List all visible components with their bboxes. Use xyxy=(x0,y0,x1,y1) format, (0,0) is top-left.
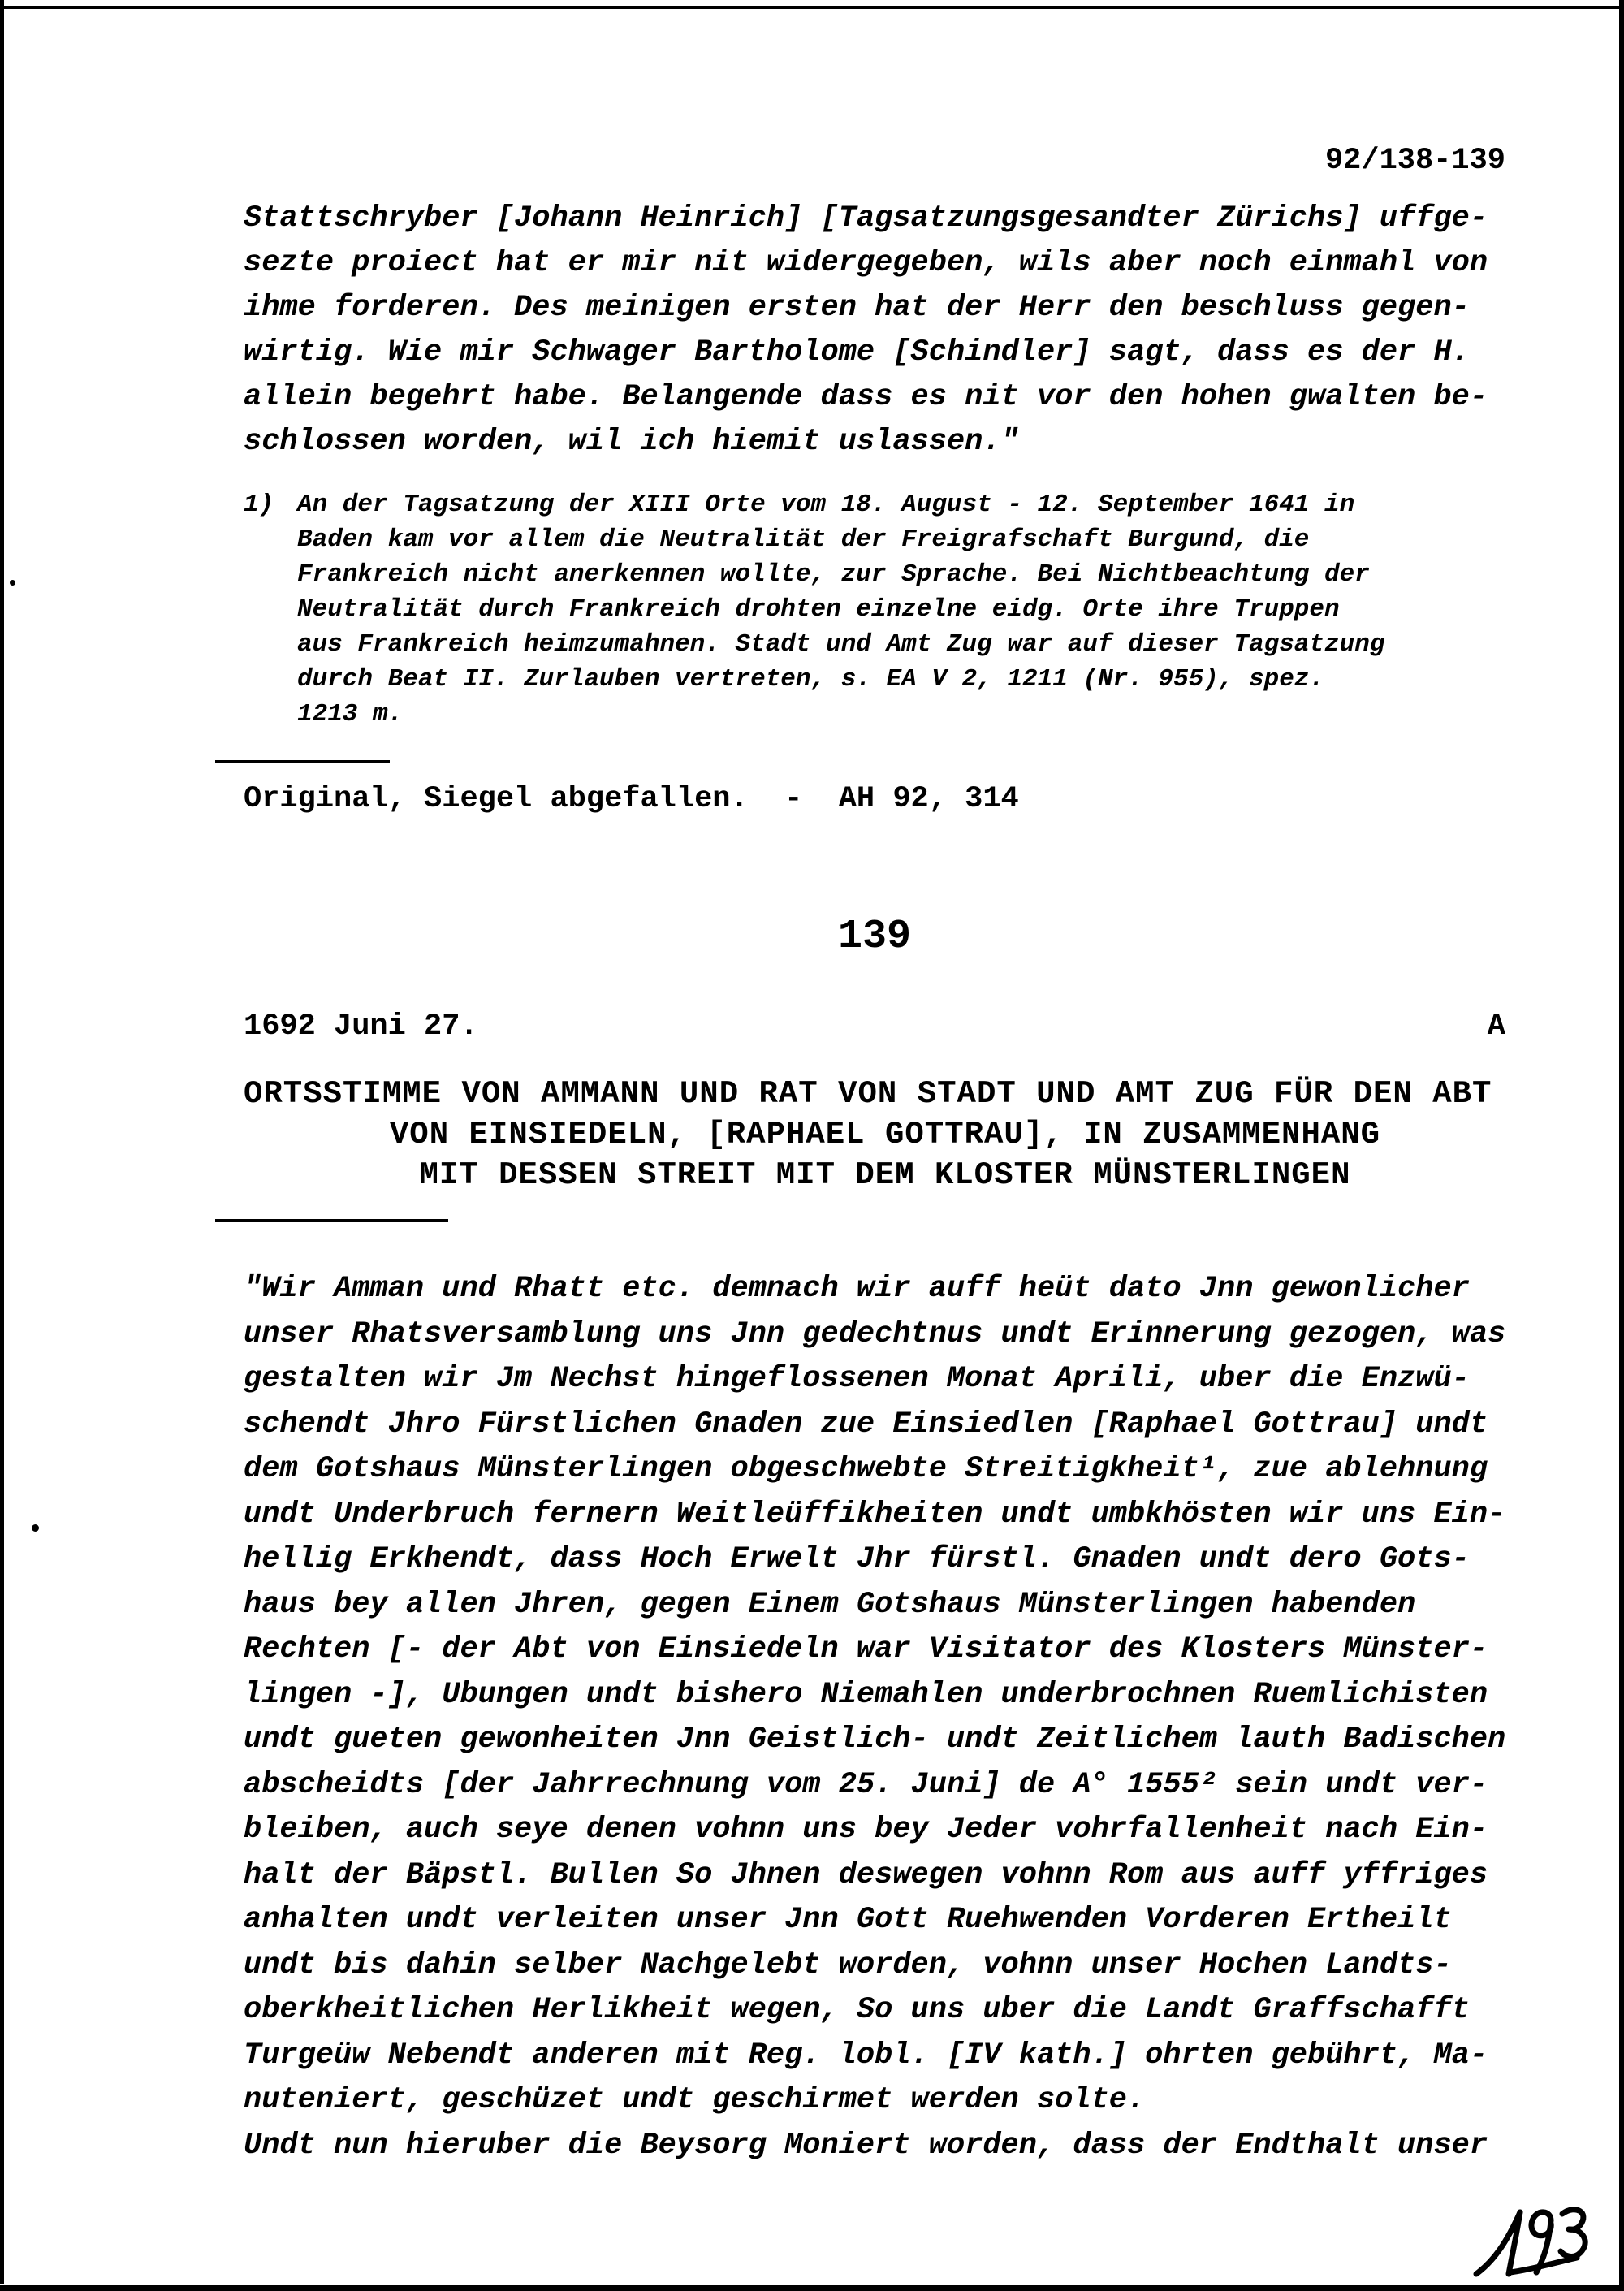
scan-border-right xyxy=(1619,0,1624,2291)
body-line: schendt Jhro Fürstlichen Gnaden zue Einsiedlen [Raphael Gottrau] undt xyxy=(244,1407,1488,1442)
entry-date-row xyxy=(244,1009,1505,1044)
footnote-line: Frankreich nicht anerkennen wollte, zur Sprache. Bei Nichtbeachtung der xyxy=(297,560,1370,589)
body-line: undt bis dahin selber Nachgelebt worden, vohnn unser Hochen Landts- xyxy=(244,1947,1452,1982)
quote-line-segment: sagt, dass es der H. xyxy=(1091,335,1470,370)
body-line: halt der Bäpstl. Bullen So Jhnen deswegen vohnn Rom aus auff yffriges xyxy=(244,1857,1488,1892)
scan-border-left xyxy=(0,0,4,2284)
body-line: Rechten [- der Abt von Einsiedeln war Visitator des Klosters Münster- xyxy=(244,1632,1488,1666)
body-line: nuteniert, geschüzet undt geschirmet werden solte. xyxy=(244,2083,1146,2117)
entry-139-transcript xyxy=(244,1267,1505,2168)
body-line: undt Underbruch fernern Weitleüffikheiten undt umbkhösten wir uns Ein- xyxy=(244,1497,1506,1532)
footnote-marker: 1) xyxy=(244,491,274,519)
body-line: undt gueten gewonheiten Jnn Geistlich- undt Zeitlichem lauth Badischen xyxy=(244,1723,1506,1757)
quote-line: allein begehrt habe. Belangende dass es nit vor den hohen gwalten be- xyxy=(244,380,1488,414)
footnote-line: 1213 m. xyxy=(297,700,404,728)
quote-line: Stattschryber [Johann Heinrich] [Tagsatzungsgesandter Zürichs] uffge- xyxy=(244,201,1488,236)
body-line: unser Rhatsversamblung uns Jnn gedechtnus undt Erinnerung gezogen, was xyxy=(244,1316,1506,1351)
source-line: Original, Siegel abgefallen. - AH 92, 314 xyxy=(244,782,1019,816)
footnote-1 xyxy=(244,487,1384,732)
scan-speck xyxy=(32,1524,39,1532)
handwritten-193-scribble xyxy=(1471,2193,1611,2279)
quote-line-segment: wirtig. Wie mir Schwager Bartholome xyxy=(244,335,893,370)
quote-line xyxy=(244,331,1488,375)
footnote-line: aus Frankreich heimzumahnen. Stadt und Amt Zug war auf dieser Tagsatzung xyxy=(297,630,1385,659)
quote-line: ihme forderen. Des meinigen ersten hat der Herr den beschluss gegen- xyxy=(244,291,1470,325)
footnote-line: Baden kam vor allem die Neutralität der Freigrafschaft Burgund, die xyxy=(297,525,1310,554)
body-line: hellig Erkhendt, dass Hoch Erwelt Jhr fürstl. Gnaden undt dero Gots- xyxy=(244,1542,1470,1576)
body-line: Turgeüw Nebendt anderen mit Reg. lobl. [IV kath.] ohrten gebührt, Ma- xyxy=(244,2038,1488,2073)
entry-number: 139 xyxy=(837,914,911,960)
body-line: haus bey allen Jhren, gegen Einem Gotshaus Münsterlingen habenden xyxy=(244,1587,1416,1622)
quote-line-bold-name: [Schindler] xyxy=(892,335,1091,370)
quote-line: sezte proiect hat er mir nit widergegeben, wils aber noch einmahl von xyxy=(244,246,1488,280)
page-reference: 92/138-139 xyxy=(1324,144,1505,178)
body-line: oberkheitlichen Herlikheit wegen, So uns uber die Landt Graffschafft xyxy=(244,1993,1470,2027)
title-line: MIT DESSEN STREIT MIT DEM KLOSTER MÜNSTERLINGEN xyxy=(419,1157,1351,1193)
body-line: gestalten wir Jm Nechst hingeflossenen Monat Aprili, uber die Enzwü- xyxy=(244,1362,1470,1396)
title-line: ORTSSTIMME VON AMMANN UND RAT VON STADT UND AMT ZUG FÜR DEN ABT xyxy=(244,1076,1492,1112)
title-line: VON EINSIEDELN, [RAPHAEL GOTTRAU], IN ZUSAMMENHANG xyxy=(389,1117,1381,1152)
entry-title xyxy=(244,1074,1527,1195)
body-line: dem Gotshaus Münsterlingen obgeschwebte Streitigkheit¹, zue ablehnung xyxy=(244,1452,1488,1486)
body-line: "Wir Amman und Rhatt etc. demnach wir auff heüt dato Jnn gewonlicher xyxy=(244,1272,1470,1306)
quote-line: schlossen worden, wil ich hiemit uslassen." xyxy=(244,425,1019,459)
scan-speck xyxy=(10,580,15,586)
body-line: Undt nun hieruber die Beysorg Moniert worden, dass der Endthalt unser xyxy=(244,2128,1488,2163)
footnote-line: durch Beat II. Zurlauben vertreten, s. EA V 2, 1211 (Nr. 955), spez. xyxy=(297,665,1325,694)
body-line: abscheidts [der Jahrrechnung vom 25. Juni] de A° 1555² sein undt ver- xyxy=(244,1767,1488,1802)
entry-138-quote xyxy=(244,197,1488,465)
scan-border-top xyxy=(0,6,1619,9)
footnote-text: An der Tagsatzung der XIII Orte vom 18. August - 12. September 1641 in xyxy=(297,491,1355,519)
separator-rule xyxy=(215,1219,448,1222)
entry-date: 1692 Juni 27. xyxy=(244,1009,478,1044)
body-line: anhalten undt verleiten unser Jnn Gott Ruehwenden Vorderen Ertheilt xyxy=(244,1903,1452,1937)
entry-series-letter: A xyxy=(1487,1009,1505,1044)
body-line: bleiben, auch seye denen vohnn uns bey Jeder vohrfallenheit nach Ein- xyxy=(244,1813,1488,1847)
body-line: lingen -], Ubungen undt bishero Niemahlen underbrochnen Ruemlichisten xyxy=(244,1677,1488,1712)
footnote-line: Neutralität durch Frankreich drohten einzelne eidg. Orte ihre Truppen xyxy=(297,595,1340,624)
scan-border-bottom xyxy=(0,2285,1624,2291)
separator-rule xyxy=(215,760,390,763)
footnote-line xyxy=(244,487,1384,522)
